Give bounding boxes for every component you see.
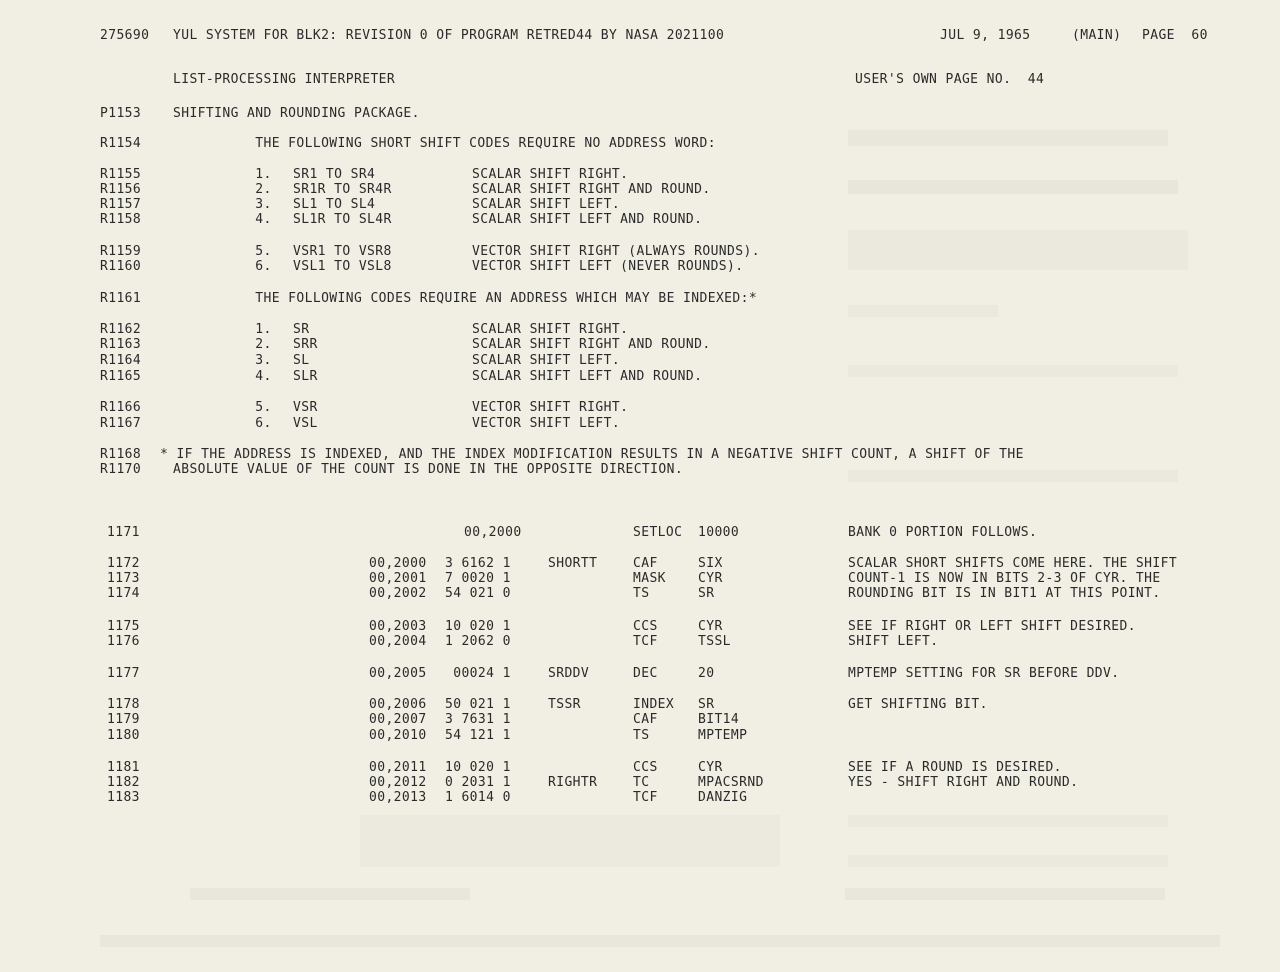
comment: ROUNDING BIT IS IN BIT1 AT THIS POINT. — [848, 586, 1161, 601]
remark-text: 1. — [173, 322, 272, 337]
opcode: CAF — [633, 712, 658, 727]
opcode: TS — [633, 586, 650, 601]
machine-word: 50 021 1 — [445, 697, 511, 712]
seq-number: 1175 — [107, 619, 140, 634]
seq-number: 1183 — [107, 790, 140, 805]
seq-number: 1181 — [107, 760, 140, 775]
machine-word: 1 2062 0 — [445, 634, 511, 649]
operand: 20 — [698, 666, 715, 681]
seq-number: 1177 — [107, 666, 140, 681]
machine-word: 10 020 1 — [445, 760, 511, 775]
operand: 10000 — [698, 525, 740, 540]
remark-desc: SCALAR SHIFT RIGHT. — [472, 167, 629, 182]
bleed-through-mark — [848, 180, 1178, 194]
comment: MPTEMP SETTING FOR SR BEFORE DDV. — [848, 666, 1120, 681]
comment: SEE IF RIGHT OR LEFT SHIFT DESIRED. — [848, 619, 1136, 634]
remark-code: VSR — [293, 400, 318, 415]
remark-text: SHIFTING AND ROUNDING PACKAGE. — [173, 106, 420, 121]
comment: SEE IF A ROUND IS DESIRED. — [848, 760, 1062, 775]
seq-number: R1167 — [100, 416, 142, 431]
machine-word: 3 7631 1 — [445, 712, 511, 727]
opcode: TCF — [633, 634, 658, 649]
remark-desc: SCALAR SHIFT RIGHT. — [472, 322, 629, 337]
seq-number: P1153 — [100, 106, 142, 121]
address: 00,2000 — [464, 525, 522, 540]
remark-code: VSR1 TO VSR8 — [293, 244, 392, 259]
seq-number: R1162 — [100, 322, 142, 337]
remark-desc: SCALAR SHIFT LEFT. — [472, 197, 621, 212]
page-number: PAGE 60 — [1142, 28, 1208, 43]
remark-text: 5. — [173, 400, 272, 415]
remark-text: 6. — [173, 416, 272, 431]
label: TSSR — [548, 697, 581, 712]
operand: MPTEMP — [698, 728, 748, 743]
operand: CYR — [698, 619, 723, 634]
operand: BIT14 — [698, 712, 740, 727]
bleed-through-mark — [848, 470, 1178, 482]
seq-number: 1180 — [107, 728, 140, 743]
address: 00,2011 — [369, 760, 427, 775]
machine-word: 10 020 1 — [445, 619, 511, 634]
user-page-number: USER'S OWN PAGE NO. 44 — [855, 72, 1045, 87]
remark-text: 1. — [173, 167, 272, 182]
remark-desc: VECTOR SHIFT RIGHT. — [472, 400, 629, 415]
remark-text: ABSOLUTE VALUE OF THE COUNT IS DONE IN THE OPPOSITE DIRECTION. — [173, 462, 684, 477]
opcode: SETLOC — [633, 525, 683, 540]
seq-number: R1155 — [100, 167, 142, 182]
seq-number: R1156 — [100, 182, 142, 197]
opcode: TC — [633, 775, 650, 790]
remark-code: SR1R TO SR4R — [293, 182, 392, 197]
remark-code: SL1R TO SL4R — [293, 212, 392, 227]
remark-text: 2. — [173, 182, 272, 197]
comment: SCALAR SHORT SHIFTS COME HERE. THE SHIFT — [848, 556, 1178, 571]
remark-desc: SCALAR SHIFT LEFT. — [472, 353, 621, 368]
operand: SR — [698, 586, 715, 601]
remark-code: SRR — [293, 337, 318, 352]
label: SHORTT — [548, 556, 598, 571]
comment: COUNT-1 IS NOW IN BITS 2-3 OF CYR. THE — [848, 571, 1161, 586]
seq-number: 1174 — [107, 586, 140, 601]
seq-number: 1179 — [107, 712, 140, 727]
operand: DANZIG — [698, 790, 748, 805]
remark-text: THE FOLLOWING SHORT SHIFT CODES REQUIRE NO ADDRESS WORD: — [173, 136, 716, 151]
bleed-through-mark — [848, 305, 998, 317]
bleed-through-mark — [848, 365, 1178, 377]
bleed-through-mark — [848, 130, 1168, 146]
address: 00,2005 — [369, 666, 427, 681]
opcode: INDEX — [633, 697, 675, 712]
label: SRDDV — [548, 666, 590, 681]
section-title: LIST-PROCESSING INTERPRETER — [173, 72, 396, 87]
remark-text: * IF THE ADDRESS IS INDEXED, AND THE INDEX MODIFICATION RESULTS IN A NEGATIVE SHIFT COUNT, A SHIFT OF THE — [160, 447, 1024, 462]
remark-desc: VECTOR SHIFT LEFT. — [472, 416, 621, 431]
address: 00,2010 — [369, 728, 427, 743]
operand: SIX — [698, 556, 723, 571]
remark-code: SL — [293, 353, 310, 368]
seq-number: 1172 — [107, 556, 140, 571]
listing-date: JUL 9, 1965 — [940, 28, 1031, 43]
remark-text: 3. — [173, 197, 272, 212]
machine-word: 00024 1 — [445, 666, 511, 681]
seq-number: R1168 — [100, 447, 142, 462]
remark-text: 6. — [173, 259, 272, 274]
opcode: TCF — [633, 790, 658, 805]
opcode: CAF — [633, 556, 658, 571]
remark-code: SR — [293, 322, 310, 337]
seq-number: R1160 — [100, 259, 142, 274]
comment: SHIFT LEFT. — [848, 634, 939, 649]
seq-number: R1163 — [100, 337, 142, 352]
comment: GET SHIFTING BIT. — [848, 697, 988, 712]
remark-code: SL1 TO SL4 — [293, 197, 376, 212]
remark-desc: SCALAR SHIFT RIGHT AND ROUND. — [472, 182, 711, 197]
bleed-through-mark — [190, 888, 470, 900]
operand: CYR — [698, 571, 723, 586]
remark-code: VSL1 TO VSL8 — [293, 259, 392, 274]
machine-word: 54 021 0 — [445, 586, 511, 601]
address: 00,2002 — [369, 586, 427, 601]
seq-number: R1164 — [100, 353, 142, 368]
bleed-through-mark — [848, 855, 1168, 867]
remark-text: 4. — [173, 212, 272, 227]
remark-text: 5. — [173, 244, 272, 259]
machine-word: 3 6162 1 — [445, 556, 511, 571]
bleed-through-mark — [848, 815, 1168, 827]
remark-code: VSL — [293, 416, 318, 431]
seq-number: R1159 — [100, 244, 142, 259]
job-number: 275690 — [100, 28, 150, 43]
bleed-through-mark — [360, 815, 780, 867]
address: 00,2004 — [369, 634, 427, 649]
bleed-through-mark — [845, 888, 1165, 900]
comment: YES - SHIFT RIGHT AND ROUND. — [848, 775, 1079, 790]
machine-word: 1 6014 0 — [445, 790, 511, 805]
bleed-through-mark — [848, 230, 1188, 270]
seq-number: 1171 — [107, 525, 140, 540]
remark-desc: VECTOR SHIFT RIGHT (ALWAYS ROUNDS). — [472, 244, 760, 259]
seq-number: R1165 — [100, 369, 142, 384]
address: 00,2007 — [369, 712, 427, 727]
remark-text: 2. — [173, 337, 272, 352]
comment: BANK 0 PORTION FOLLOWS. — [848, 525, 1038, 540]
operand: SR — [698, 697, 715, 712]
seq-number: R1154 — [100, 136, 142, 151]
remark-text: THE FOLLOWING CODES REQUIRE AN ADDRESS WHICH MAY BE INDEXED:* — [173, 291, 758, 306]
operand: CYR — [698, 760, 723, 775]
seq-number: R1158 — [100, 212, 142, 227]
operand: MPACSRND — [698, 775, 764, 790]
remark-code: SLR — [293, 369, 318, 384]
remark-text: 3. — [173, 353, 272, 368]
label: RIGHTR — [548, 775, 598, 790]
listing-title: YUL SYSTEM FOR BLK2: REVISION 0 OF PROGRAM RETRED44 BY NASA 2021100 — [173, 28, 725, 43]
machine-word: 7 0020 1 — [445, 571, 511, 586]
remark-code: SR1 TO SR4 — [293, 167, 376, 182]
address: 00,2013 — [369, 790, 427, 805]
seq-number: R1166 — [100, 400, 142, 415]
seq-number: 1178 — [107, 697, 140, 712]
address: 00,2003 — [369, 619, 427, 634]
machine-word: 54 121 1 — [445, 728, 511, 743]
bleed-through-mark — [100, 935, 1220, 947]
seq-number: R1157 — [100, 197, 142, 212]
opcode: CCS — [633, 619, 658, 634]
address: 00,2012 — [369, 775, 427, 790]
seq-number: 1173 — [107, 571, 140, 586]
remark-desc: SCALAR SHIFT LEFT AND ROUND. — [472, 369, 703, 384]
opcode: CCS — [633, 760, 658, 775]
opcode: MASK — [633, 571, 666, 586]
opcode: DEC — [633, 666, 658, 681]
remark-desc: SCALAR SHIFT RIGHT AND ROUND. — [472, 337, 711, 352]
machine-word: 0 2031 1 — [445, 775, 511, 790]
remark-desc: VECTOR SHIFT LEFT (NEVER ROUNDS). — [472, 259, 744, 274]
seq-number: R1161 — [100, 291, 142, 306]
address: 00,2006 — [369, 697, 427, 712]
operand: TSSL — [698, 634, 731, 649]
seq-number: R1170 — [100, 462, 142, 477]
address: 00,2000 — [369, 556, 427, 571]
listing-section: (MAIN) — [1072, 28, 1122, 43]
opcode: TS — [633, 728, 650, 743]
remark-desc: SCALAR SHIFT LEFT AND ROUND. — [472, 212, 703, 227]
seq-number: 1176 — [107, 634, 140, 649]
seq-number: 1182 — [107, 775, 140, 790]
remark-text: 4. — [173, 369, 272, 384]
address: 00,2001 — [369, 571, 427, 586]
